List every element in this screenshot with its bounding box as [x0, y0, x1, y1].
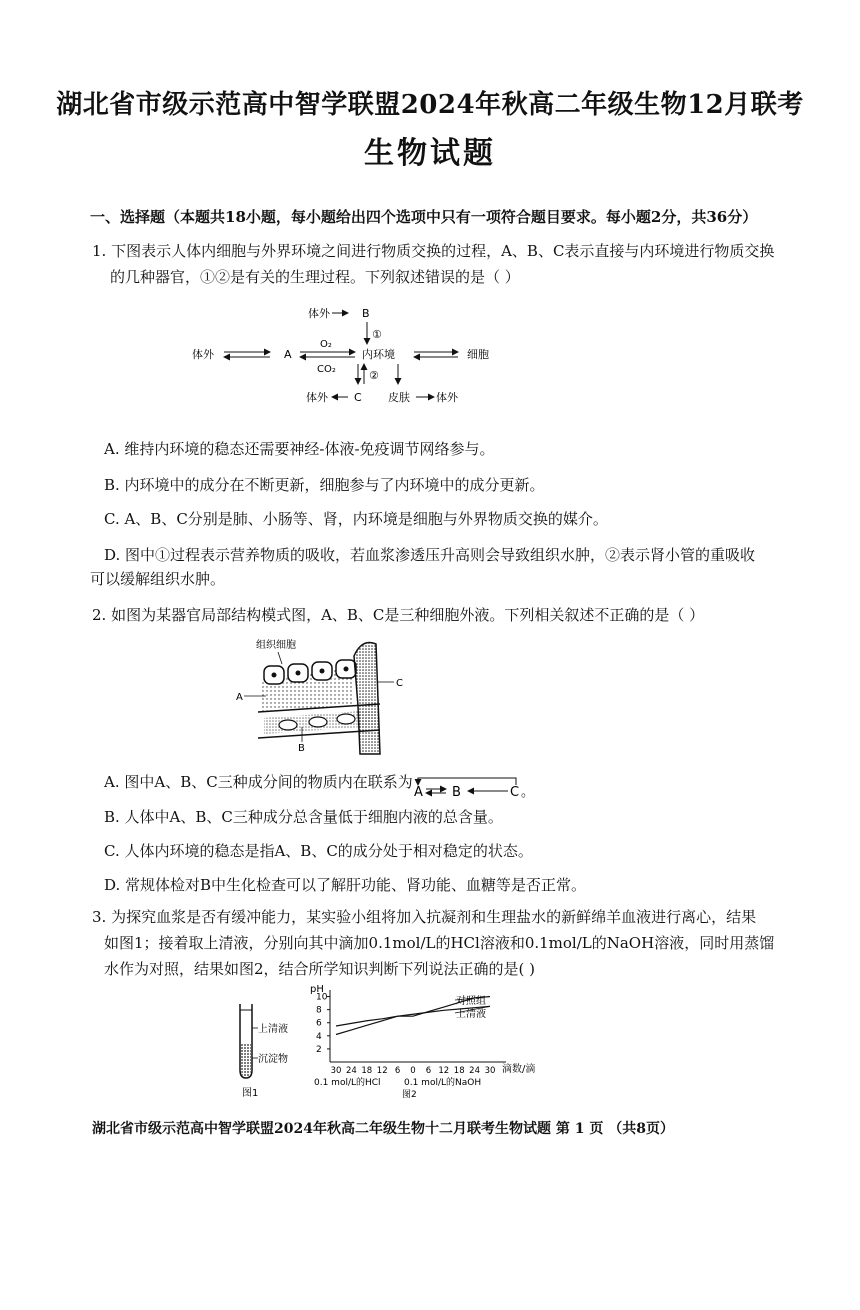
q3-fig1-caption: 图1 [242, 1088, 259, 1099]
q1-label-circle2: ② [369, 369, 379, 382]
chart-naoh-label: 0.1 mol/L的NaOH [404, 1078, 482, 1088]
q3-fig1-top-label: 上清液 [258, 1024, 288, 1035]
chart-x-tick-label: 30 [484, 1066, 496, 1076]
q3-stem-line3: 水作为对照，结果如图2，结合所学知识判断下列说法正确的是( ) [104, 960, 536, 978]
q1-exchange-diagram [180, 300, 500, 415]
chart-x-tick-label: 0 [410, 1066, 416, 1076]
chart-x-tick-label: 18 [361, 1066, 373, 1076]
page-footer: 湖北省市级示范高中智学联盟2024年秋高二年级生物十二月联考生物试题 第 1 页 （共8页） [92, 1121, 674, 1137]
exam-title: 湖北省市级示范高中智学联盟2024年秋高二年级生物12月联考 [56, 90, 804, 120]
section-heading: 一、选择题（本题共18小题，每小题给出四个选项中只有一项符合题目要求。每小题2分，共36分） [90, 208, 758, 226]
q1-label-env: 内环境 [362, 348, 395, 361]
chart-x-tick-label: 12 [438, 1066, 450, 1076]
chart-x-tick-label: 24 [469, 1066, 481, 1076]
q2-tissue-diagram [230, 630, 420, 755]
q2-tissue-label: 组织细胞 [256, 640, 296, 651]
chart-x-tick-label: 6 [394, 1066, 401, 1076]
q2-option-a [104, 769, 413, 796]
chart-x-tick-label: 6 [425, 1066, 432, 1076]
q1-label-CO2: CO₂ [317, 364, 336, 375]
chart-x-tick-label: 30 [330, 1066, 342, 1076]
q1-label-outside-bottom-left: 体外 [306, 391, 328, 404]
q1-label-C: C [354, 391, 362, 404]
chart-caption: 图2 [402, 1090, 417, 1100]
q3-stem-line1: 3. 为探究血浆是否有缓冲能力，某实验小组将加入抗凝剂和生理盐水的新鲜绵羊血液进行离心，结果 [92, 908, 757, 926]
q1-option-a: A. 维持内环境的稳态还需要神经-体液-免疫调节网络参与。 [104, 440, 495, 458]
q1-option-d-line1: D. 图中①过程表示营养物质的吸收，若血浆渗透压升高则会导致组织水肿，②表示肾小管的重吸收 [104, 546, 756, 564]
q2-option-c: C. 人体内环境的稳态是指A、B、C的成分处于相对稳定的状态。 [104, 842, 533, 860]
exam-subtitle: 生物试题 [364, 136, 496, 171]
chart-legend-supernatant: 上清液 [456, 1009, 486, 1020]
chart-x-tick-label: 24 [345, 1066, 357, 1076]
q1-label-skin: 皮肤 [388, 391, 410, 404]
q2-label-C: C [396, 678, 403, 689]
chart-legend-control: 对照组 [456, 996, 486, 1007]
q1-stem-line2: 的几种器官，①②是有关的生理过程。下列叙述错误的是（ ） [110, 268, 520, 286]
q2-label-B: B [298, 743, 305, 754]
q2-relation-diagram [412, 776, 535, 802]
q1-label-outside-bottom-right: 体外 [436, 391, 458, 404]
q3-figure2-chart [306, 982, 538, 1098]
q1-label-cell: 细胞 [467, 348, 489, 361]
q2-label-A: A [236, 692, 243, 703]
q1-label-O2: O₂ [320, 339, 332, 350]
chart-y-tick-label: 8 [316, 1005, 322, 1016]
chart-x-tick-label: 18 [453, 1066, 465, 1076]
q1-option-b: B. 内环境中的成分在不断更新，细胞参与了内环境中的成分更新。 [104, 476, 545, 494]
q1-stem-line1: 1. 下图表示人体内细胞与外界环境之间进行物质交换的过程，A、B、C表示直接与内环境进行物质交换 [92, 242, 775, 260]
q1-option-d-line2: 可以缓解组织水肿。 [90, 570, 226, 588]
q1-label-B: B [362, 307, 370, 320]
q2-stem: 2. 如图为某器官局部结构模式图，A、B、C是三种细胞外液。下列相关叙述不正确的是（ ） [92, 606, 705, 624]
chart-x-tick-label: 12 [376, 1066, 388, 1076]
q1-label-outside-top: 体外 [308, 307, 330, 320]
q1-label-outside-left: 体外 [192, 348, 214, 361]
q1-label-circle1: ① [372, 328, 382, 341]
q2-rel-C: C [510, 785, 520, 800]
q1-label-A: A [284, 348, 292, 361]
chart-y-tick-label: 2 [316, 1044, 322, 1055]
q3-fig1-bottom-label: 沉淀物 [258, 1054, 288, 1065]
chart-xlabel: 滴数/滴 [502, 1064, 536, 1075]
q2-option-a-text: A. 图中A、B、C三种成分间的物质内在联系为 [104, 773, 413, 791]
q1-option-c: C. A、B、C分别是肺、小肠等、肾，内环境是细胞与外界物质交换的媒介。 [104, 510, 608, 528]
chart-y-tick-label: 10 [316, 992, 328, 1003]
q2-rel-A: A [414, 785, 423, 800]
chart-y-tick-label: 6 [316, 1018, 322, 1029]
q3-figure1-test-tube [232, 996, 312, 1100]
chart-y-tick-label: 4 [316, 1031, 322, 1042]
chart-ylabel: pH [310, 984, 324, 995]
chart-hcl-label: 0.1 mol/L的HCl [314, 1078, 381, 1088]
q2-rel-B: B [452, 785, 461, 800]
q2-rel-end: 。 [521, 785, 535, 800]
q2-option-b: B. 人体中A、B、C三种成分总含量低于细胞内液的总含量。 [104, 808, 503, 826]
q2-option-d: D. 常规体检对B中生化检查可以了解肝功能、肾功能、血糖等是否正常。 [104, 876, 587, 894]
q3-stem-line2: 如图1；接着取上清液，分别向其中滴加0.1mol/L的HCl溶液和0.1mol/L的NaOH溶液，同时用蒸馏 [104, 934, 775, 952]
